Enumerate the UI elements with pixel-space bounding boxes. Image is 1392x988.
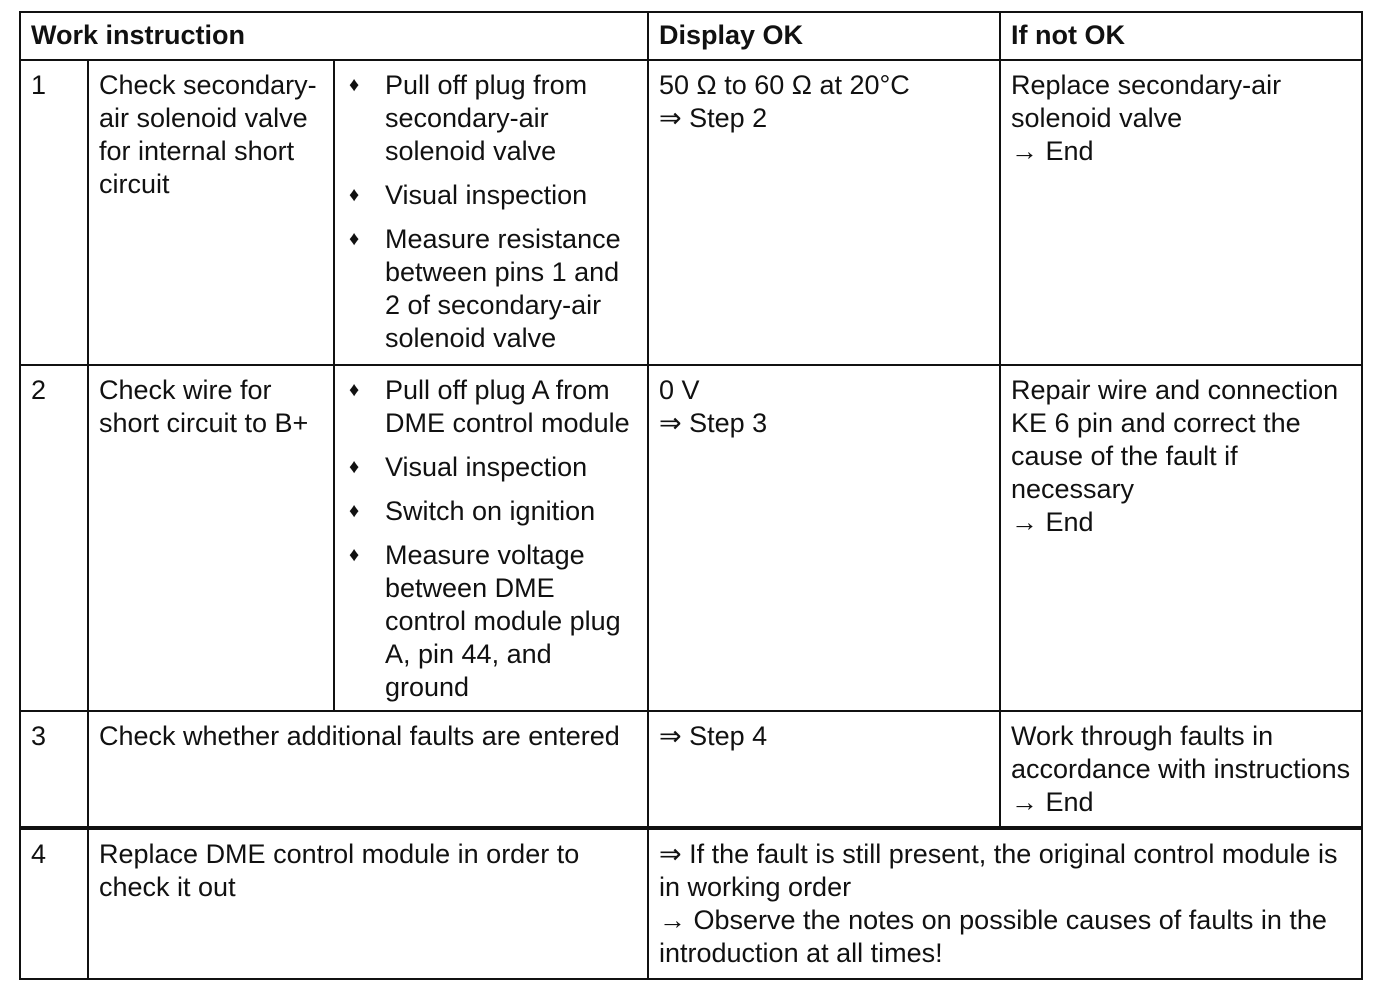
if-not-ok-cell bbox=[1000, 365, 1362, 711]
ok-value: 0 V bbox=[659, 375, 700, 405]
bullet-icon: ♦ bbox=[349, 544, 360, 566]
list-item bbox=[345, 451, 637, 484]
step-text: Measure resistance between pins 1 and 2 of secondary-air solenoid valve bbox=[385, 224, 621, 353]
table-row bbox=[20, 828, 1362, 979]
ok-value: 50 Ω to 60 Ω at 20°C bbox=[659, 70, 910, 100]
bullet-icon: ♦ bbox=[349, 228, 360, 250]
list-item bbox=[345, 223, 637, 355]
display-ok-cell bbox=[648, 365, 1000, 711]
result-cell bbox=[648, 828, 1362, 979]
bullet-icon: ♦ bbox=[349, 456, 360, 478]
step-text: Switch on ignition bbox=[385, 496, 596, 526]
table-row bbox=[20, 711, 1362, 828]
task-description: Check wire for short circuit to B+ bbox=[88, 365, 334, 711]
work-instruction-table bbox=[19, 11, 1363, 980]
step-number: 2 bbox=[20, 365, 88, 711]
not-ok-action: Repair wire and connection KE 6 pin and correct the cause of the fault if necessary bbox=[1011, 375, 1339, 504]
procedure-steps bbox=[334, 365, 648, 711]
step-text: Visual inspection bbox=[385, 180, 588, 210]
not-ok-end: → End bbox=[1011, 507, 1094, 537]
if-not-ok-cell bbox=[1000, 60, 1362, 365]
bullet-icon: ♦ bbox=[349, 500, 360, 522]
if-not-ok-cell bbox=[1000, 711, 1362, 828]
not-ok-action: Work through faults in accordance with instructions bbox=[1011, 721, 1351, 784]
table-header-row bbox=[20, 12, 1362, 60]
task-description: Check secondary-air solenoid valve for internal short circuit bbox=[88, 60, 334, 365]
header-work-instruction: Work instruction bbox=[20, 12, 648, 60]
step-number: 1 bbox=[20, 60, 88, 365]
not-ok-end: → End bbox=[1011, 136, 1094, 166]
result-note: ⇒ If the fault is still present, the original control module is in working order bbox=[659, 839, 1338, 902]
not-ok-end: → End bbox=[1011, 787, 1094, 817]
ok-next-step: ⇒ Step 4 bbox=[659, 721, 768, 751]
step-text: Visual inspection bbox=[385, 452, 588, 482]
procedure-steps bbox=[334, 60, 648, 365]
table-row bbox=[20, 60, 1362, 365]
step-text: Measure voltage between DME control module plug A, pin 44, and ground bbox=[385, 540, 621, 702]
task-description: Check whether additional faults are entered bbox=[88, 711, 648, 828]
bullet-icon: ♦ bbox=[349, 184, 360, 206]
list-item bbox=[345, 179, 637, 212]
task-description: Replace DME control module in order to check it out bbox=[88, 828, 648, 979]
step-text: Pull off plug from secondary-air solenoid valve bbox=[385, 70, 588, 166]
list-item bbox=[345, 374, 637, 440]
list-item bbox=[345, 69, 637, 168]
list-item bbox=[345, 495, 637, 528]
result-observe-note: → Observe the notes on possible causes of faults in the introduction at all times! bbox=[659, 905, 1327, 968]
step-number: 3 bbox=[20, 711, 88, 828]
bullet-icon: ♦ bbox=[349, 74, 360, 96]
header-display-ok: Display OK bbox=[648, 12, 1000, 60]
step-number: 4 bbox=[20, 828, 88, 979]
ok-next-step: ⇒ Step 3 bbox=[659, 408, 768, 438]
not-ok-action: Replace secondary-air solenoid valve bbox=[1011, 70, 1282, 133]
list-item bbox=[345, 539, 637, 704]
bullet-icon: ♦ bbox=[349, 379, 360, 401]
display-ok-cell bbox=[648, 711, 1000, 828]
step-text: Pull off plug A from DME control module bbox=[385, 375, 630, 438]
table-row bbox=[20, 365, 1362, 711]
header-if-not-ok: If not OK bbox=[1000, 12, 1362, 60]
display-ok-cell bbox=[648, 60, 1000, 365]
ok-next-step: ⇒ Step 2 bbox=[659, 103, 768, 133]
